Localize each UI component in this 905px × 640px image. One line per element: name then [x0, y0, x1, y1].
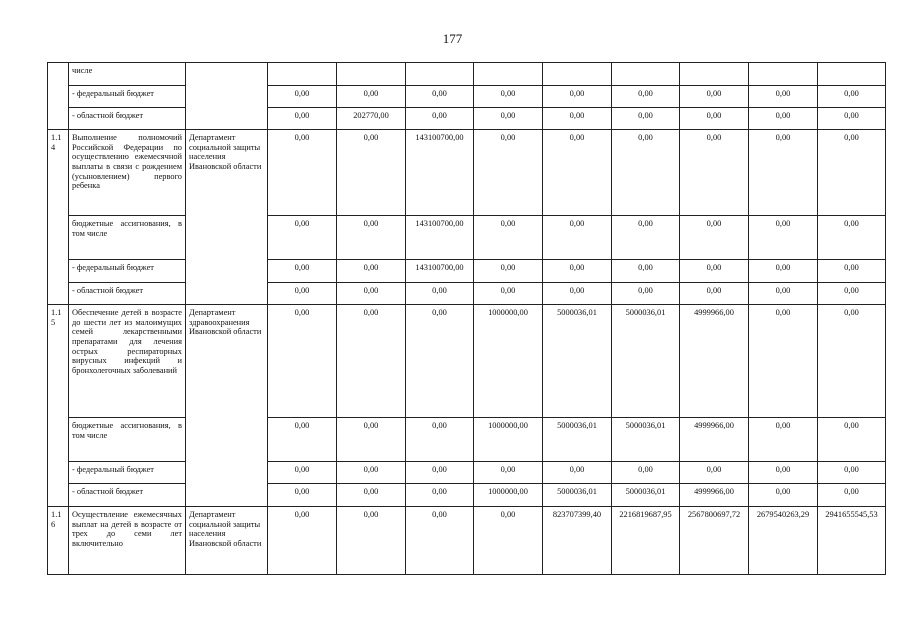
- value-cell: 0,00: [818, 418, 886, 462]
- value-cell: 1000000,00: [474, 305, 543, 418]
- value-cell: 1000000,00: [474, 418, 543, 462]
- value-cell: 0,00: [268, 130, 337, 216]
- value-cell: 0,00: [543, 86, 612, 108]
- row-department: Департамент социальной защиты населения Ивановской области: [186, 130, 268, 305]
- value-cell: 143100700,00: [406, 260, 474, 283]
- value-cell: 0,00: [818, 130, 886, 216]
- page-number: 177: [442, 31, 463, 46]
- row-description: - федеральный бюджет: [69, 86, 186, 108]
- value-cell: 0,00: [406, 507, 474, 575]
- value-cell: [474, 63, 543, 86]
- value-cell: 0,00: [337, 283, 406, 305]
- table-row: [48, 462, 886, 484]
- row-code: 1.1 4: [48, 130, 69, 305]
- row-code: 1.1 5: [48, 305, 69, 507]
- table-row: [48, 108, 886, 130]
- value-cell: 5000036,01: [612, 484, 680, 507]
- value-cell: 0,00: [337, 462, 406, 484]
- value-cell: 2679540263,29: [749, 507, 818, 575]
- value-cell: 0,00: [337, 418, 406, 462]
- row-description: Осуществление ежемесячных выплат на детей в возрасте от трех до семи лет включительно: [69, 507, 186, 575]
- table-row: [48, 260, 886, 283]
- value-cell: 0,00: [818, 283, 886, 305]
- value-cell: 0,00: [612, 108, 680, 130]
- value-cell: 0,00: [337, 260, 406, 283]
- value-cell: 0,00: [818, 462, 886, 484]
- row-description: числе: [69, 63, 186, 86]
- value-cell: 0,00: [543, 283, 612, 305]
- row-description: - областной бюджет: [69, 283, 186, 305]
- value-cell: 0,00: [474, 108, 543, 130]
- value-cell: [749, 63, 818, 86]
- value-cell: 0,00: [474, 462, 543, 484]
- value-cell: [406, 63, 474, 86]
- value-cell: 202770,00: [337, 108, 406, 130]
- value-cell: 0,00: [612, 86, 680, 108]
- value-cell: 0,00: [680, 462, 749, 484]
- table-row: [48, 86, 886, 108]
- value-cell: 0,00: [268, 418, 337, 462]
- value-cell: 5000036,01: [543, 305, 612, 418]
- value-cell: 0,00: [749, 418, 818, 462]
- value-cell: 0,00: [406, 462, 474, 484]
- value-cell: 0,00: [749, 484, 818, 507]
- value-cell: 0,00: [749, 305, 818, 418]
- value-cell: 0,00: [680, 216, 749, 260]
- value-cell: 0,00: [337, 484, 406, 507]
- value-cell: 0,00: [612, 283, 680, 305]
- row-code: [48, 63, 69, 130]
- value-cell: [818, 63, 886, 86]
- row-description: Обеспечение детей в возрасте до шести лет из малоимущих семей лекарственными препаратами для лечения острых респираторных вирусных инфекций и бронхолегочных заболеваний: [69, 305, 186, 418]
- value-cell: 0,00: [337, 130, 406, 216]
- value-cell: 143100700,00: [406, 216, 474, 260]
- table-row: [48, 305, 886, 418]
- value-cell: 0,00: [474, 507, 543, 575]
- value-cell: [680, 63, 749, 86]
- value-cell: 0,00: [268, 283, 337, 305]
- value-cell: 1000000,00: [474, 484, 543, 507]
- value-cell: 0,00: [268, 484, 337, 507]
- value-cell: 0,00: [268, 260, 337, 283]
- value-cell: 0,00: [474, 260, 543, 283]
- value-cell: 5000036,01: [543, 484, 612, 507]
- value-cell: 0,00: [268, 507, 337, 575]
- value-cell: 0,00: [818, 216, 886, 260]
- value-cell: 0,00: [474, 130, 543, 216]
- value-cell: 0,00: [680, 130, 749, 216]
- value-cell: 5000036,01: [612, 418, 680, 462]
- value-cell: 0,00: [818, 86, 886, 108]
- row-description: - областной бюджет: [69, 484, 186, 507]
- value-cell: 5000036,01: [543, 418, 612, 462]
- value-cell: 4999966,00: [680, 418, 749, 462]
- value-cell: 0,00: [749, 108, 818, 130]
- value-cell: 0,00: [612, 130, 680, 216]
- value-cell: 2216819687,95: [612, 507, 680, 575]
- value-cell: 0,00: [268, 305, 337, 418]
- value-cell: 2941655545,53: [818, 507, 886, 575]
- value-cell: 0,00: [337, 216, 406, 260]
- value-cell: 0,00: [543, 462, 612, 484]
- value-cell: [337, 63, 406, 86]
- value-cell: 0,00: [749, 462, 818, 484]
- value-cell: 0,00: [749, 216, 818, 260]
- value-cell: 0,00: [749, 130, 818, 216]
- value-cell: 0,00: [680, 108, 749, 130]
- row-department: Департамент социальной защиты населения Ивановской области: [186, 507, 268, 575]
- value-cell: 0,00: [612, 260, 680, 283]
- row-description: бюджетные ассигнования, в том числе: [69, 418, 186, 462]
- value-cell: 0,00: [474, 86, 543, 108]
- value-cell: 0,00: [818, 260, 886, 283]
- row-description: - федеральный бюджет: [69, 462, 186, 484]
- value-cell: 0,00: [749, 283, 818, 305]
- value-cell: 0,00: [474, 216, 543, 260]
- value-cell: 823707399,40: [543, 507, 612, 575]
- table-row: [48, 507, 886, 575]
- value-cell: [612, 63, 680, 86]
- value-cell: [543, 63, 612, 86]
- value-cell: 0,00: [543, 260, 612, 283]
- value-cell: 0,00: [543, 216, 612, 260]
- value-cell: 143100700,00: [406, 130, 474, 216]
- row-department: Департамент здравоохранения Ивановской области: [186, 305, 268, 507]
- value-cell: 0,00: [680, 260, 749, 283]
- value-cell: 2567800697,72: [680, 507, 749, 575]
- value-cell: 0,00: [543, 130, 612, 216]
- value-cell: 0,00: [406, 484, 474, 507]
- value-cell: 0,00: [406, 108, 474, 130]
- value-cell: 0,00: [680, 86, 749, 108]
- value-cell: 0,00: [268, 108, 337, 130]
- row-description: Выполнение полномочий Российской Федерации по осуществлению ежемесячной выплаты в связи с рождением (усыновлением) первого ребенка: [69, 130, 186, 216]
- row-code: 1.1 6: [48, 507, 69, 575]
- value-cell: 0,00: [406, 283, 474, 305]
- table-row: [48, 130, 886, 216]
- value-cell: 0,00: [818, 305, 886, 418]
- budget-table: [47, 62, 886, 575]
- value-cell: 0,00: [612, 216, 680, 260]
- table-row: [48, 418, 886, 462]
- value-cell: 0,00: [406, 418, 474, 462]
- value-cell: 0,00: [543, 108, 612, 130]
- value-cell: 0,00: [680, 283, 749, 305]
- value-cell: [268, 63, 337, 86]
- row-description: бюджетные ассигнования, в том числе: [69, 216, 186, 260]
- row-description: - областной бюджет: [69, 108, 186, 130]
- value-cell: 4999966,00: [680, 484, 749, 507]
- value-cell: 0,00: [337, 305, 406, 418]
- table-row: [48, 283, 886, 305]
- table-row: [48, 484, 886, 507]
- value-cell: 0,00: [818, 484, 886, 507]
- row-department: [186, 63, 268, 130]
- value-cell: 0,00: [749, 86, 818, 108]
- value-cell: 0,00: [818, 108, 886, 130]
- value-cell: 0,00: [337, 507, 406, 575]
- value-cell: 0,00: [612, 462, 680, 484]
- value-cell: 0,00: [268, 462, 337, 484]
- row-description: - федеральный бюджет: [69, 260, 186, 283]
- value-cell: 0,00: [268, 216, 337, 260]
- value-cell: 5000036,01: [612, 305, 680, 418]
- value-cell: 0,00: [406, 305, 474, 418]
- table-row: [48, 63, 886, 86]
- value-cell: 0,00: [337, 86, 406, 108]
- table-row: [48, 216, 886, 260]
- value-cell: 0,00: [268, 86, 337, 108]
- value-cell: 4999966,00: [680, 305, 749, 418]
- value-cell: 0,00: [406, 86, 474, 108]
- value-cell: 0,00: [749, 260, 818, 283]
- value-cell: 0,00: [474, 283, 543, 305]
